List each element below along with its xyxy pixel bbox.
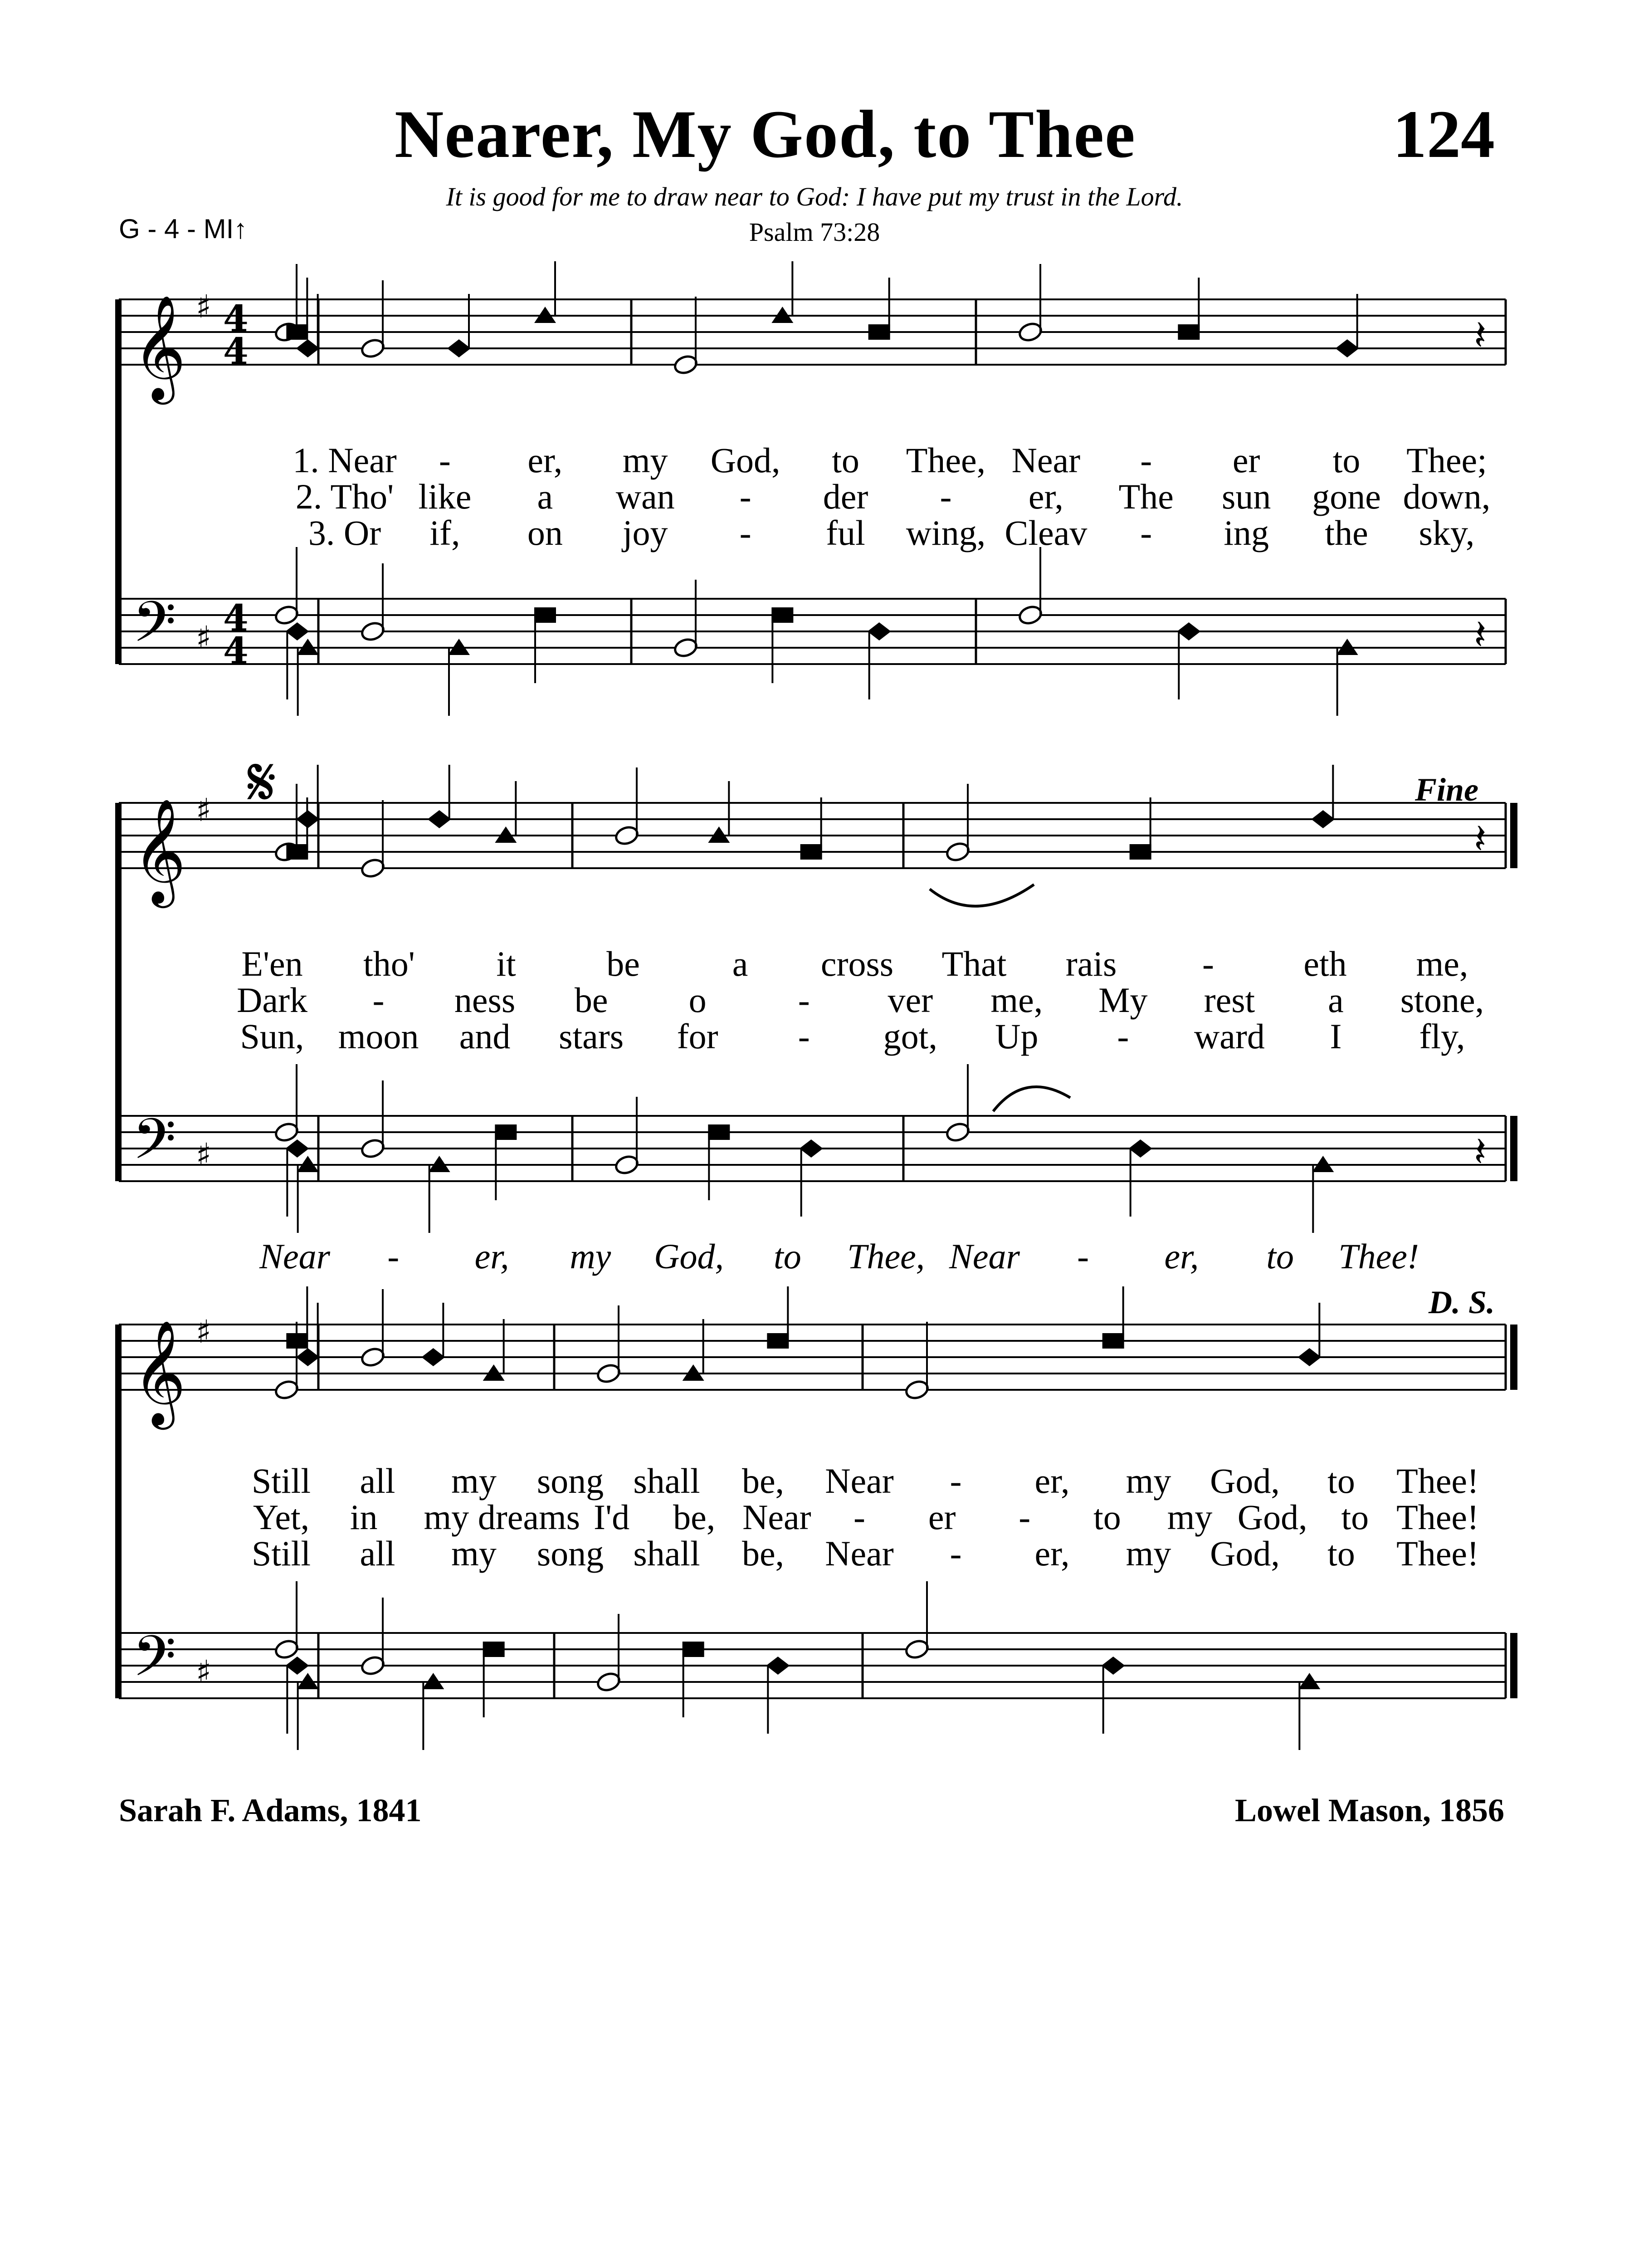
quarter-rest-icon: 𝄽 <box>1474 1128 1487 1176</box>
quarter-rest-icon: 𝄽 <box>1474 611 1487 659</box>
shape-note <box>767 1333 789 1349</box>
words-credit: Sarah F. Adams, 1841 <box>119 1792 422 1828</box>
lyric-verse-2: be <box>574 980 608 1020</box>
lyric-verse-3: ful <box>826 513 865 552</box>
shape-note <box>1130 844 1151 860</box>
half-note <box>1018 321 1044 343</box>
half-note <box>904 1638 930 1660</box>
lyric-verse-2: - <box>739 477 751 516</box>
shape-note <box>1102 1657 1125 1675</box>
half-note <box>614 1154 640 1176</box>
lyric-verse-3: ing <box>1224 513 1269 552</box>
lyric-refrain: to <box>1266 1237 1294 1276</box>
lyric-verse-1: er <box>1232 440 1260 480</box>
epigraph-reference: Psalm 73:28 <box>749 217 880 247</box>
lyric-verse-3: if, <box>429 513 460 552</box>
lyric-refrain: - <box>1077 1237 1089 1276</box>
shape-note <box>296 810 320 828</box>
lyric-verse-1: - <box>1140 440 1152 480</box>
lyric-verse-2: - <box>798 980 810 1020</box>
shape-note <box>286 844 308 860</box>
lyric-verse-2: a <box>1328 980 1344 1020</box>
shape-note <box>286 1333 308 1349</box>
lyric-verse-2: - <box>940 477 952 516</box>
sharp-icon: ♯ <box>196 1653 211 1691</box>
lyric-verse-1: song <box>536 1461 604 1501</box>
epigraph: It is good for me to draw near to God: I have put my trust in the Lord. <box>446 182 1183 211</box>
shape-note <box>483 1642 505 1657</box>
lyric-verse-3: stars <box>559 1017 624 1056</box>
lyric-verse-2: dreams <box>478 1497 580 1537</box>
lyric-verse-2: sun <box>1221 477 1271 516</box>
quarter-rest-icon: 𝄽 <box>1474 815 1487 863</box>
lyric-verse-2: a <box>537 477 553 516</box>
lyric-verse-2: My <box>1098 980 1148 1020</box>
lyric-verse-1: Thee; <box>1406 440 1487 480</box>
lyric-verse-1: Near <box>1011 440 1081 480</box>
shape-note <box>296 1348 320 1366</box>
lyric-verse-1: 1. Near <box>293 440 397 480</box>
time-sig-bottom: 4 <box>223 629 249 672</box>
sharp-icon: ♯ <box>196 1313 211 1350</box>
key-signature-label: G - 4 - MI↑ <box>119 214 248 244</box>
shape-note <box>286 324 308 340</box>
lyric-verse-3: I <box>1330 1017 1342 1056</box>
half-note <box>673 354 699 376</box>
lyric-verse-3: 3. Or <box>308 513 381 552</box>
lyric-verse-2: God, <box>1237 1497 1307 1537</box>
lyric-verse-3: my <box>1126 1534 1171 1573</box>
ds-mark: D. S. <box>1429 1284 1495 1320</box>
lyric-verse-1: to <box>1332 440 1361 480</box>
lyric-verse-1: God, <box>1210 1461 1280 1501</box>
quarter-rest-icon: 𝄽 <box>1474 312 1487 359</box>
lyric-verse-3: God, <box>1210 1534 1280 1573</box>
lyric-verse-2: - <box>1019 1497 1031 1537</box>
slur <box>993 1087 1070 1111</box>
bass-clef-icon: 𝄢 <box>132 1107 176 1186</box>
lyric-verse-1: er, <box>1034 1461 1070 1501</box>
lyric-verse-3: er, <box>1034 1534 1070 1573</box>
shape-note <box>766 1657 790 1675</box>
lyric-verse-2: Dark <box>237 980 307 1020</box>
half-note <box>945 1121 971 1143</box>
shape-note <box>447 339 471 357</box>
lyric-verse-3: be, <box>741 1534 785 1573</box>
lyric-verse-3: moon <box>338 1017 419 1056</box>
slur <box>930 885 1034 906</box>
lyric-verse-1: me, <box>1416 944 1468 983</box>
hymn-title: Nearer, My God, to Thee <box>395 97 1136 172</box>
final-barline <box>1510 803 1517 868</box>
lyric-verse-2: to <box>1093 1497 1121 1537</box>
treble-clef-icon: 𝄞 <box>132 798 186 904</box>
lyric-verse-3: got, <box>883 1017 937 1056</box>
lyric-verse-2: der <box>823 477 868 516</box>
lyric-verse-1: shall <box>633 1461 700 1501</box>
lyric-refrain: er, <box>474 1237 509 1276</box>
half-note <box>904 1379 930 1401</box>
sharp-icon: ♯ <box>196 619 211 656</box>
bass-clef-icon: 𝄢 <box>132 1624 176 1703</box>
lyric-verse-2: er, <box>1028 477 1063 516</box>
shape-note <box>421 1348 445 1366</box>
lyric-verse-3: song <box>536 1534 604 1573</box>
lyric-verse-2: me, <box>990 980 1043 1020</box>
lyric-verse-3: - <box>1140 513 1152 552</box>
lyric-verse-3: Up <box>995 1017 1039 1056</box>
sharp-icon: ♯ <box>196 1136 211 1173</box>
lyric-verse-1: be, <box>741 1461 785 1501</box>
lyric-verse-2: - <box>372 980 385 1020</box>
half-note <box>1018 604 1044 626</box>
treble-clef-icon: 𝄞 <box>132 294 186 400</box>
lyric-verse-1: God, <box>710 440 780 480</box>
shape-note <box>285 1657 309 1675</box>
half-note <box>360 337 386 359</box>
lyric-verse-1: Thee, <box>906 440 986 480</box>
lyric-verse-1: rais <box>1065 944 1117 983</box>
shape-note <box>1129 1139 1152 1158</box>
time-sig-bottom: 4 <box>223 330 249 372</box>
lyric-refrain: er, <box>1164 1237 1199 1276</box>
half-note <box>360 1346 386 1368</box>
half-note <box>274 1121 300 1143</box>
shape-note <box>428 810 451 828</box>
half-note <box>596 1671 622 1693</box>
segno-icon: 𝄋 <box>247 745 277 821</box>
final-barline <box>1510 1325 1517 1390</box>
final-barline <box>1510 1116 1517 1181</box>
lyric-verse-3: - <box>1117 1017 1129 1056</box>
lyric-verse-2: Near <box>742 1497 811 1537</box>
lyric-verse-2: my <box>1167 1497 1213 1537</box>
half-note <box>945 841 971 863</box>
lyric-verse-3: shall <box>633 1534 700 1573</box>
shape-note <box>1177 622 1200 640</box>
shape-note <box>1311 810 1335 828</box>
lyric-verse-2: gone <box>1312 477 1381 516</box>
lyric-verse-2: be, <box>673 1497 716 1537</box>
lyric-verse-1: Near <box>825 1461 894 1501</box>
lyric-verse-2: like <box>418 477 472 516</box>
lyric-refrain: - <box>387 1237 400 1276</box>
lyric-verse-1: tho' <box>363 944 415 983</box>
lyric-verse-1: That <box>941 944 1007 983</box>
lyric-verse-2: o <box>688 980 707 1020</box>
lyric-verse-2: in <box>350 1497 378 1537</box>
system-bracket <box>115 803 122 1181</box>
shape-note <box>771 607 793 623</box>
lyric-verse-3: my <box>451 1534 497 1573</box>
shape-note <box>1336 339 1359 357</box>
shape-note <box>868 622 891 640</box>
system-bracket <box>115 299 122 664</box>
lyric-verse-3: ward <box>1194 1017 1265 1056</box>
lyric-refrain: Near <box>259 1237 330 1276</box>
lyric-refrain: my <box>570 1237 611 1276</box>
shape-note <box>285 622 309 640</box>
lyric-verse-3: Still <box>251 1534 311 1573</box>
shape-note <box>495 1124 517 1140</box>
half-note <box>274 1379 300 1401</box>
lyric-verse-3: Near <box>825 1534 894 1573</box>
half-note <box>360 857 386 879</box>
shape-note <box>285 1139 309 1158</box>
lyric-refrain: Thee! <box>1338 1237 1419 1276</box>
lyric-verse-1: to <box>1327 1461 1355 1501</box>
shape-note <box>800 1139 823 1158</box>
lyric-verse-2: to <box>1341 1497 1369 1537</box>
lyric-verse-2: down, <box>1403 477 1491 516</box>
lyric-verse-3: and <box>459 1017 511 1056</box>
lyric-verse-1: my <box>1126 1461 1171 1501</box>
time-sig-top: 4 <box>223 297 249 340</box>
lyric-verse-2: Thee! <box>1396 1497 1479 1537</box>
lyric-verse-2: my <box>424 1497 469 1537</box>
half-note <box>673 637 699 659</box>
shape-note <box>296 339 320 357</box>
lyric-verse-2: stone, <box>1400 980 1484 1020</box>
final-barline <box>1510 1633 1517 1698</box>
lyric-verse-1: - <box>1202 944 1214 983</box>
shape-note <box>534 607 556 623</box>
lyric-verse-3: for <box>677 1017 718 1056</box>
bass-clef-icon: 𝄢 <box>132 590 176 669</box>
lyric-verse-3: Sun, <box>240 1017 304 1056</box>
lyric-verse-3: fly, <box>1419 1017 1465 1056</box>
lyric-verse-1: cross <box>820 944 894 983</box>
hymn-number: 124 <box>1393 97 1495 172</box>
system-bracket <box>115 1325 122 1698</box>
lyric-verse-1: all <box>360 1461 395 1501</box>
lyric-verse-1: - <box>439 440 451 480</box>
music-credit: Lowel Mason, 1856 <box>1235 1792 1504 1828</box>
lyric-verse-3: sky, <box>1419 513 1475 552</box>
lyric-verse-3: joy <box>622 513 668 552</box>
lyric-verse-3: - <box>798 1017 810 1056</box>
time-sig-top: 4 <box>223 596 249 639</box>
lyric-verse-1: my <box>451 1461 497 1501</box>
shape-note <box>868 324 890 340</box>
lyric-verse-3: wing, <box>906 513 986 552</box>
sharp-icon: ♯ <box>196 288 211 325</box>
lyric-verse-1: - <box>950 1461 962 1501</box>
half-note <box>360 1655 386 1677</box>
lyric-verse-1: be <box>606 944 640 983</box>
lyric-verse-3: Cleav <box>1005 513 1088 552</box>
half-note <box>274 604 300 626</box>
lyric-verse-3: all <box>360 1534 395 1573</box>
lyric-verse-3: - <box>950 1534 962 1573</box>
half-note <box>614 825 640 846</box>
lyric-verse-1: Thee! <box>1396 1461 1479 1501</box>
lyric-verse-1: my <box>622 440 668 480</box>
shape-note <box>683 1642 704 1657</box>
lyric-verse-2: wan <box>615 477 675 516</box>
shape-note <box>708 1124 730 1140</box>
lyric-verse-3: on <box>527 513 563 552</box>
lyric-refrain: Thee, <box>847 1237 925 1276</box>
lyric-refrain: Near <box>949 1237 1020 1276</box>
lyric-verse-2: I'd <box>594 1497 630 1537</box>
half-note <box>596 1363 622 1384</box>
lyric-verse-1: er, <box>527 440 563 480</box>
lyric-verse-2: rest <box>1204 980 1255 1020</box>
lyric-verse-2: The <box>1118 477 1174 516</box>
lyric-verse-1: it <box>496 944 516 983</box>
lyric-verse-3: to <box>1327 1534 1355 1573</box>
lyric-verse-1: eth <box>1303 944 1347 983</box>
fine-mark: Fine <box>1415 772 1479 808</box>
lyric-verse-2: ness <box>454 980 516 1020</box>
half-note <box>360 621 386 642</box>
shape-note <box>800 844 822 860</box>
lyric-verse-3: the <box>1325 513 1368 552</box>
lyric-verse-3: Thee! <box>1396 1534 1479 1573</box>
lyric-verse-2: ver <box>888 980 933 1020</box>
lyric-verse-2: - <box>854 1497 865 1537</box>
shape-note <box>1297 1348 1321 1366</box>
lyric-verse-2: Yet, <box>253 1497 310 1537</box>
sharp-icon: ♯ <box>196 792 211 829</box>
lyric-verse-1: to <box>832 440 859 480</box>
treble-clef-icon: 𝄞 <box>132 1320 186 1425</box>
lyric-refrain: to <box>774 1237 801 1276</box>
lyric-verse-3: - <box>739 513 751 552</box>
lyric-verse-1: Still <box>251 1461 311 1501</box>
lyric-refrain: God, <box>654 1237 724 1276</box>
lyric-verse-1: E'en <box>241 944 303 983</box>
lyric-verse-2: er <box>928 1497 956 1537</box>
half-note <box>274 1638 300 1660</box>
half-note <box>360 1138 386 1159</box>
lyric-verse-1: a <box>732 944 748 983</box>
shape-note <box>1178 324 1200 340</box>
lyric-verse-2: 2. Tho' <box>295 477 394 516</box>
shape-note <box>1102 1333 1124 1349</box>
